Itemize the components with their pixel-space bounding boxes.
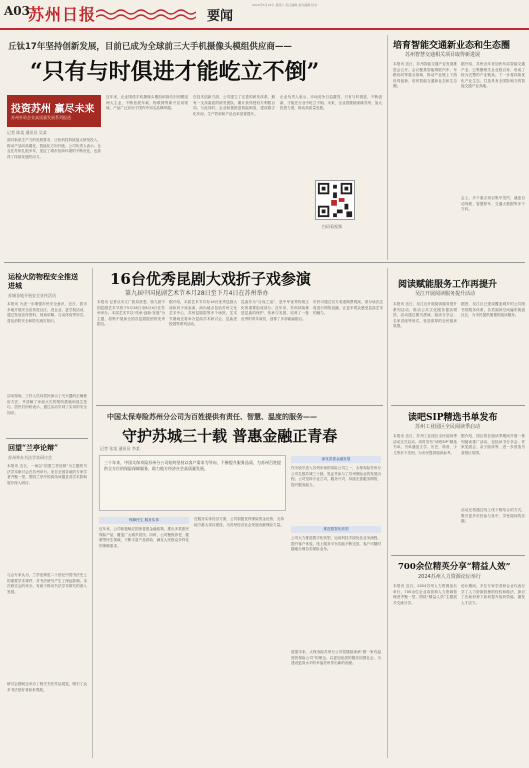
drama-body-col-4: 市民可通过官方渠道购票观演，部分场次还将进行网络直播，让更多观众感受昆曲艺术的魅力。 — [313, 300, 383, 316]
insurance-tag-3: 推进数智化转型 — [291, 526, 381, 533]
right-mid-subhead: 吴江开展阅读服务提升活动 — [415, 291, 476, 297]
insurance-body-col-3: 在服务实体经济方面，公司积极发挥保险资金优势，支持地方重大项目建设，为苏州经济社会发展贡献保险力量。 — [194, 517, 284, 527]
left-mid-subhead: 苏城各地开展安全宣传活动 — [8, 293, 56, 298]
lead-body-col-3: 在技术创新方面，公司建立了完善的研发体系，拥有一支高素质的研发团队，累计获得授权专利数百项。与此同时，企业积极推进智能制造，建设数字化车间，生产效率和产品良率显著提升。 — [193, 95, 275, 116]
lead-body-col-4: 企业负责人表示，市场竞争日趋激烈，只有与时俱进、不断创新，才能在行业中屹立不倒。未来，企业将继续深耕苏州，加大投资力度，推动高质量发展。 — [280, 95, 382, 111]
insurance-headline: 守护苏城三十载 普惠金融正青春 — [122, 427, 338, 445]
column-divider — [387, 35, 388, 260]
left-bottom-headline: 回望“兰亭论辩” — [8, 443, 59, 452]
insurance-intro: 三十年来，中国太保寿险苏州分公司始终坚持以客户需求为导向，不断提升服务品质，为苏州百姓提供全方位的保险保障服务，助力地方经济社会高质量发展。 — [99, 455, 286, 511]
right-lower-subhead: 苏州工业园区全民阅读季启动 — [415, 424, 481, 430]
column-divider — [387, 268, 388, 758]
dateline: 2024年5月18日 星期六 责任编辑 美术编辑 校对 — [252, 3, 318, 7]
insurance-kicker: 中国太保寿险苏州分公司为百姓提供有责任、智慧、温度的服务—— — [107, 413, 317, 421]
left-mid-body-col-2: 活动现场，工作人员向居民演示了灭火器的正确使用方法，并讲解了家庭火灾的预防措施和逃生技巧。居民们纷纷表示，通过活动学到了实用的安全知识。 — [7, 394, 87, 415]
right-top-headline: 培育智能交通新业态和生态圈 — [393, 41, 511, 51]
right-top-body-col-2: 据介绍，苏州近年来加快布局智能交通产业，已集聚相关企业数百家，形成了较为完整的产业链条。下一步将持续优化产业生态，打造具有全国影响力的智能交通产业高地。 — [461, 62, 525, 89]
insurance-body-col-1: 作为较早进入苏州市场的寿险公司之一，太保寿险苏州分公司扎根苏城三十载，见证并参与了苏州保险业的发展历程。公司坚持专业立司、服务兴司，持续完善服务网络，提升服务能力。 — [291, 466, 381, 487]
right-mid-headline: 阅读赋能服务工作再提升 — [398, 280, 498, 290]
lead-kicker: 丘钛17年坚持创新发展，目前已成为全球前三大手机摄像头模组供应商—— — [8, 42, 292, 52]
left-bottom-body-col-1: 本报讯 近日，一场以“回望兰亭论辩”为主题的书法学术研讨会在苏州举行。来自全国各地的专家学者齐聚一堂，围绕兰亭序的真伪问题及其学术影响展开深入研讨。 — [7, 464, 87, 485]
section-rule — [96, 405, 383, 406]
drama-subhead: 第九届中国昆剧艺术节本月28日至下月4日在苏州举办 — [125, 290, 269, 297]
feature-banner — [7, 95, 101, 127]
lead-body-col-1: 面对新质生产力的发展要求，丘钛科技持续加大研发投入，推动产品向高端化、智能化方向升级。公司负责人表示，企业在苏州扎根多年，见证了城市营商环境的不断优化，也获得了持续发展的动力。 — [7, 138, 101, 159]
section-name: 要闻 — [207, 9, 234, 24]
right-lower-body-col-3: 活动还将通过线上线下相结合的方式，吸引更多市民参与其中，享受阅读的乐趣。 — [461, 508, 525, 524]
right-bottom-body-col-2: 论坛期间，多位专家学者和企业代表分享了人力资源管理的经验和做法，探讨了在新形势下如何提升组织效能、激发人才活力。 — [461, 584, 525, 605]
right-top-subhead: 苏州智慧交通相关项目取得新进展 — [405, 52, 481, 58]
banner-subtitle: 苏州外资企业高质量发展系列报道 — [11, 115, 71, 120]
qr-code-icon[interactable] — [315, 180, 355, 220]
lead-body-col-2: 近年来，企业围绕手机摄像头模组和指纹识别模组两大主业，不断拓展车载、物联网等新兴应用领域，产品广泛应用于国内外知名品牌终端。 — [106, 95, 188, 111]
lead-headline: “只有与时俱进才能屹立不倒” — [30, 59, 320, 85]
right-lower-headline: 读吧SIP精选书单发布 — [408, 413, 498, 423]
drama-body-col-3: 昆曲作为“百戏之祖”，是中华优秀传统文化的重要组成部分。近年来，苏州持续推进昆曲的保护、传承与发展，培养了一批优秀的青年演员，创排了多部新编剧目。 — [241, 300, 309, 321]
right-mid-body-col-1: 本报讯 近日，吴江区开展阅读服务提升系列活动，推动公共文化服务提质增效。活动通过图书漂流、阅读分享会、名家讲座等形式，营造浓厚的全民阅读氛围。 — [393, 302, 457, 329]
right-lower-body-col-1: 本报讯 近日，苏州工业园区全民阅读季活动正式启动，同时发布“读吧SIP”精选书单。书单涵盖文学、历史、科普、少儿等多个类别，为市民提供阅读参考。 — [393, 434, 457, 455]
banner-title: 投资苏州 赢尽未来 — [11, 104, 95, 115]
left-bottom-subhead: 苏州举办书法学术研讨会 — [8, 455, 52, 460]
insurance-tag-1: 深化普惠金融发展 — [291, 456, 381, 463]
right-bottom-subhead: 2024苏州人力资源论坛举行 — [418, 574, 481, 580]
section-rule — [391, 555, 525, 556]
page-number: A03 — [4, 4, 31, 18]
right-lower-body-col-2: 据介绍，园区将在阅读季期间开展一系列阅读推广活动，包括读书分享会、作家见面会、亲子阅读等，进一步营造书香园区氛围。 — [461, 434, 525, 455]
right-bottom-headline: 700余位精英分享“精益人效” — [398, 562, 511, 572]
section-rule — [4, 262, 525, 263]
drama-body-col-2: 据介绍，本届艺术节共有16台优秀昆剧大戏和折子戏参演，演出地点包括苏州文化艺术中心、苏州昆剧院等多个场馆。艺术节期间还将举办昆曲学术研讨会、昆曲进校园等系列活动。 — [169, 300, 237, 327]
paper-name: 苏州日报 — [28, 5, 97, 24]
section-rule — [6, 438, 88, 439]
left-bottom-body-col-2: 与会专家认为，兰亭论辩是二十世纪中国书法史上的重要学术事件，对书法研究产生了深远影响。本次研讨会的举办，有助于推动书法学术研究的深入发展。 — [7, 573, 87, 594]
right-mid-body-col-2: 据悉，吴江区已建成覆盖城乡的公共图书馆服务体系，各类阅读空间遍布街道社区，为市民提供便捷的阅读服务。 — [461, 302, 525, 318]
drama-body-col-1: 本报讯 记者从市文广旅局获悉，第九届中国昆剧艺术节将于5月28日至6月4日在苏州举办。本届艺术节以“传承·创新·发展”为主题，将集中展演全国各昆剧院团的优秀剧目。 — [97, 300, 165, 327]
left-mid-headline: 运检火防物程安全推送进城 — [8, 272, 78, 290]
right-top-body-col-1: 本报讯 近日，苏州智能交通产业发展推进会召开。会议聚焦智能网联汽车、车路协同等重点领域，推动产业链上下游协同创新，培育智能交通新业态和生态圈。 — [393, 62, 457, 89]
insurance-tag-2: 保障民生 服务实体 — [99, 517, 189, 524]
column-divider — [92, 268, 93, 758]
insurance-body-col-5: 展望未来，太保寿险苏州分公司将继续秉承“做一家有温度的保险公司”的理念，以更加优质的服务回馈社会，为建设更高水平的幸福苏州作出新的贡献。 — [291, 650, 381, 666]
drama-headline: 16台优秀昆剧大戏折子戏参演 — [110, 270, 311, 288]
lead-byline: 记者 陈某 通讯员 吴某 — [7, 130, 47, 135]
insurance-byline: 记者 张某 通讯员 李某 — [100, 446, 140, 451]
right-top-body-col-3: 会上，多个重点项目集中签约，涵盖自动驾驶、智慧停车、交通大数据等多个方向。 — [461, 196, 525, 212]
left-bottom-body-col-3: 研讨会期间还举办了相关书法作品展览，吸引了众多书法爱好者前来观展。 — [7, 682, 87, 692]
right-bottom-body-col-1: 本报讯 近日，2024苏州人力资源论坛举行，700余位企业高管和人力资源管理者齐聚一堂，围绕“精益人效”主题展开交流分享。 — [393, 584, 457, 605]
section-rule — [391, 405, 525, 406]
qr-caption: 扫码看视频 — [322, 224, 342, 229]
insurance-body-col-4: 公司大力推进数字化转型，运用科技手段优化业务流程，提升客户体验。线上服务平台功能不断完善，客户可随时随地办理各类保险业务。 — [291, 536, 381, 552]
wave-ornament-icon — [96, 8, 196, 20]
left-mid-body-col-1: 本报讯 为进一步增强市民安全意识，近日，我市多地开展安全宣传进社区、进企业、进学校活动，通过发放宣传资料、现场讲解、互动体验等形式，普及消防安全和防灾减灾知识。 — [7, 302, 87, 323]
insurance-body-col-2: 近年来，公司积极响应国家普惠金融政策，推出多款惠民保险产品，覆盖广大城乡居民。同时，公司聚焦养老、健康等民生领域，不断丰富产品供给，满足人民群众多样化的保障需求。 — [99, 527, 189, 548]
masthead — [0, 0, 529, 30]
